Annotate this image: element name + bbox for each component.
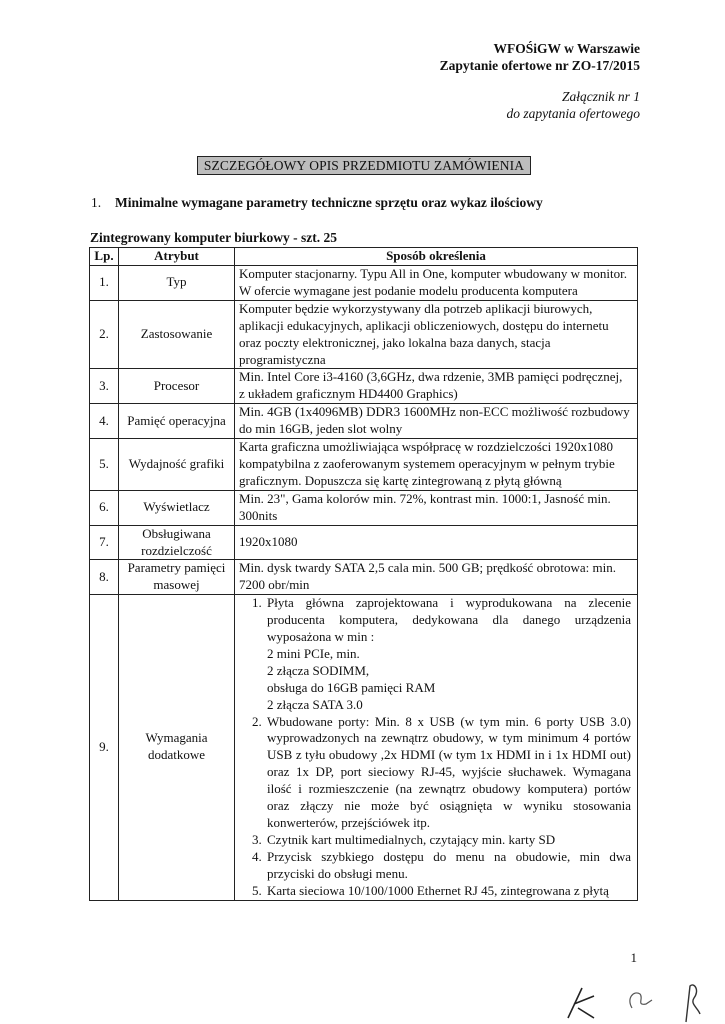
table-row <box>90 369 638 404</box>
list-item: 5. Karta sieciowa 10/100/1000 Ethernet RJ 45, zintegrowana z płytą <box>265 883 631 900</box>
row-description: Komputer stacjonarny. Typu All in One, komputer wbudowany w monitor. W ofercie wymagane jest podanie modelu producenta komputera <box>235 266 638 301</box>
row-description: 1920x1080 <box>235 525 638 560</box>
row-attribute: Wyświetlacz <box>119 490 235 525</box>
table-row <box>90 439 638 491</box>
sub-item: 2 złącza SATA 3.0 <box>267 696 363 712</box>
sub-item: 2 mini PCIe, min. <box>267 645 360 661</box>
table-row <box>90 595 638 900</box>
table-row <box>90 300 638 369</box>
attachment-label: Załącznik nr 1 <box>561 89 640 104</box>
row-attribute: Typ <box>119 266 235 301</box>
table-row <box>90 404 638 439</box>
row-lp: 4. <box>90 404 119 439</box>
list-item: 4. Przycisk szybkiego dostępu do menu na obudowie, min dwa przyciski do obsługi menu. <box>265 849 631 883</box>
row-attribute: Wymagania dodatkowe <box>119 595 235 900</box>
row-lp: 6. <box>90 490 119 525</box>
specification-table <box>89 247 638 901</box>
row-lp: 1. <box>90 266 119 301</box>
section-number: 1. <box>91 195 102 210</box>
table-row <box>90 490 638 525</box>
section-text: Minimalne wymagane parametry techniczne sprzętu oraz wykaz ilościowy <box>115 195 543 210</box>
row-lp: 5. <box>90 439 119 491</box>
row-description <box>235 595 638 900</box>
row-lp: 7. <box>90 525 119 560</box>
row-attribute: Obsługiwana rozdzielczość <box>119 525 235 560</box>
document-title: SZCZEGÓŁOWY OPIS PRZEDMIOTU ZAMÓWIENIA <box>197 156 531 175</box>
header-organization: WFOŚiGW w Warszawie <box>493 41 640 56</box>
row-attribute: Parametry pamięci masowej <box>119 560 235 595</box>
header-lp: Lp. <box>90 248 119 266</box>
row-description: Karta graficzna umożliwiająca współpracę w rozdzielczości 1920x1080 kompatybilna z zaoferowanym systemem operacyjnym w pełnym trybie graficznym. Dopuszcza się kartę zintegrowaną z płytą główną <box>235 439 638 491</box>
page-number: 1 <box>630 950 637 965</box>
table-row <box>90 266 638 301</box>
row-attribute: Zastosowanie <box>119 300 235 369</box>
table-row <box>90 560 638 595</box>
list-item: 2. Wbudowane porty: Min. 8 x USB (w tym min. 6 porty USB 3.0) wyprowadzonych na zewnątrz obudowy, w tym minimum 4 portów USB z tyłu obudowy ,2x HDMI (w tym 1x HDMI in i 1x HDMI out) oraz 1x DP, port sieciowy RJ-45, wyjście słuchawek. Wymagana ilość i rozmieszczenie (na zewnątrz obudowy komputera) portów oraz złączy nie może być osiągnięta w wyniku stosowania konwerterów, przejściówek itp. <box>265 714 631 832</box>
initial-mark-3 <box>686 985 700 1022</box>
attachment-reference: do zapytania ofertowego <box>506 106 640 121</box>
sub-item: obsługa do 16GB pamięci RAM <box>267 679 436 695</box>
row-description: Min. 23", Gama kolorów min. 72%, kontrast min. 1000:1, Jasność min. 300nits <box>235 490 638 525</box>
initial-mark-1 <box>568 988 594 1018</box>
section-heading <box>91 195 543 211</box>
requirements-list <box>239 595 631 899</box>
list-item <box>265 595 631 713</box>
row-attribute: Pamięć operacyjna <box>119 404 235 439</box>
table-header-row <box>90 248 638 266</box>
item-text: Płyta główna zaprojektowana i wyprodukowana na zlecenie producenta komputera, dedykowana dla danego urządzenia wyposażona w min : <box>267 595 631 645</box>
table-row <box>90 525 638 560</box>
row-lp: 8. <box>90 560 119 595</box>
row-description: Min. 4GB (1x4096MB) DDR3 1600MHz non-ECC możliwość rozbudowy do min 16GB, jeden slot wolny <box>235 404 638 439</box>
row-description: Komputer będzie wykorzystywany dla potrzeb aplikacji biurowych, aplikacji edukacyjnych, aplikacji obliczeniowych, dostępu do internetu oraz poczty elektronicznej, jako lokalna baza danych, stacja programistyczna <box>235 300 638 369</box>
header-inquiry-number: Zapytanie ofertowe nr ZO-17/2015 <box>439 58 640 73</box>
row-lp: 3. <box>90 369 119 404</box>
row-lp: 2. <box>90 300 119 369</box>
handwritten-initials <box>560 978 710 1024</box>
list-item: 3. Czytnik kart multimedialnych, czytający min. karty SD <box>265 832 631 849</box>
header-attribute: Atrybut <box>119 248 235 266</box>
sub-item: 2 złącza SODIMM, <box>267 662 370 678</box>
row-lp: 9. <box>90 595 119 900</box>
initial-mark-2 <box>630 993 652 1008</box>
row-attribute: Wydajność grafiki <box>119 439 235 491</box>
row-description: Min. dysk twardy SATA 2,5 cala min. 500 GB; prędkość obrotowa: min. 7200 obr/min <box>235 560 638 595</box>
header-description: Sposób określenia <box>235 248 638 266</box>
row-description: Min. Intel Core i3-4160 (3,6GHz, dwa rdzenie, 3MB pamięci podręcznej, z układem graficznym HD4400 Graphics) <box>235 369 638 404</box>
row-attribute: Procesor <box>119 369 235 404</box>
product-subtitle: Zintegrowany komputer biurkowy - szt. 25 <box>90 230 338 245</box>
